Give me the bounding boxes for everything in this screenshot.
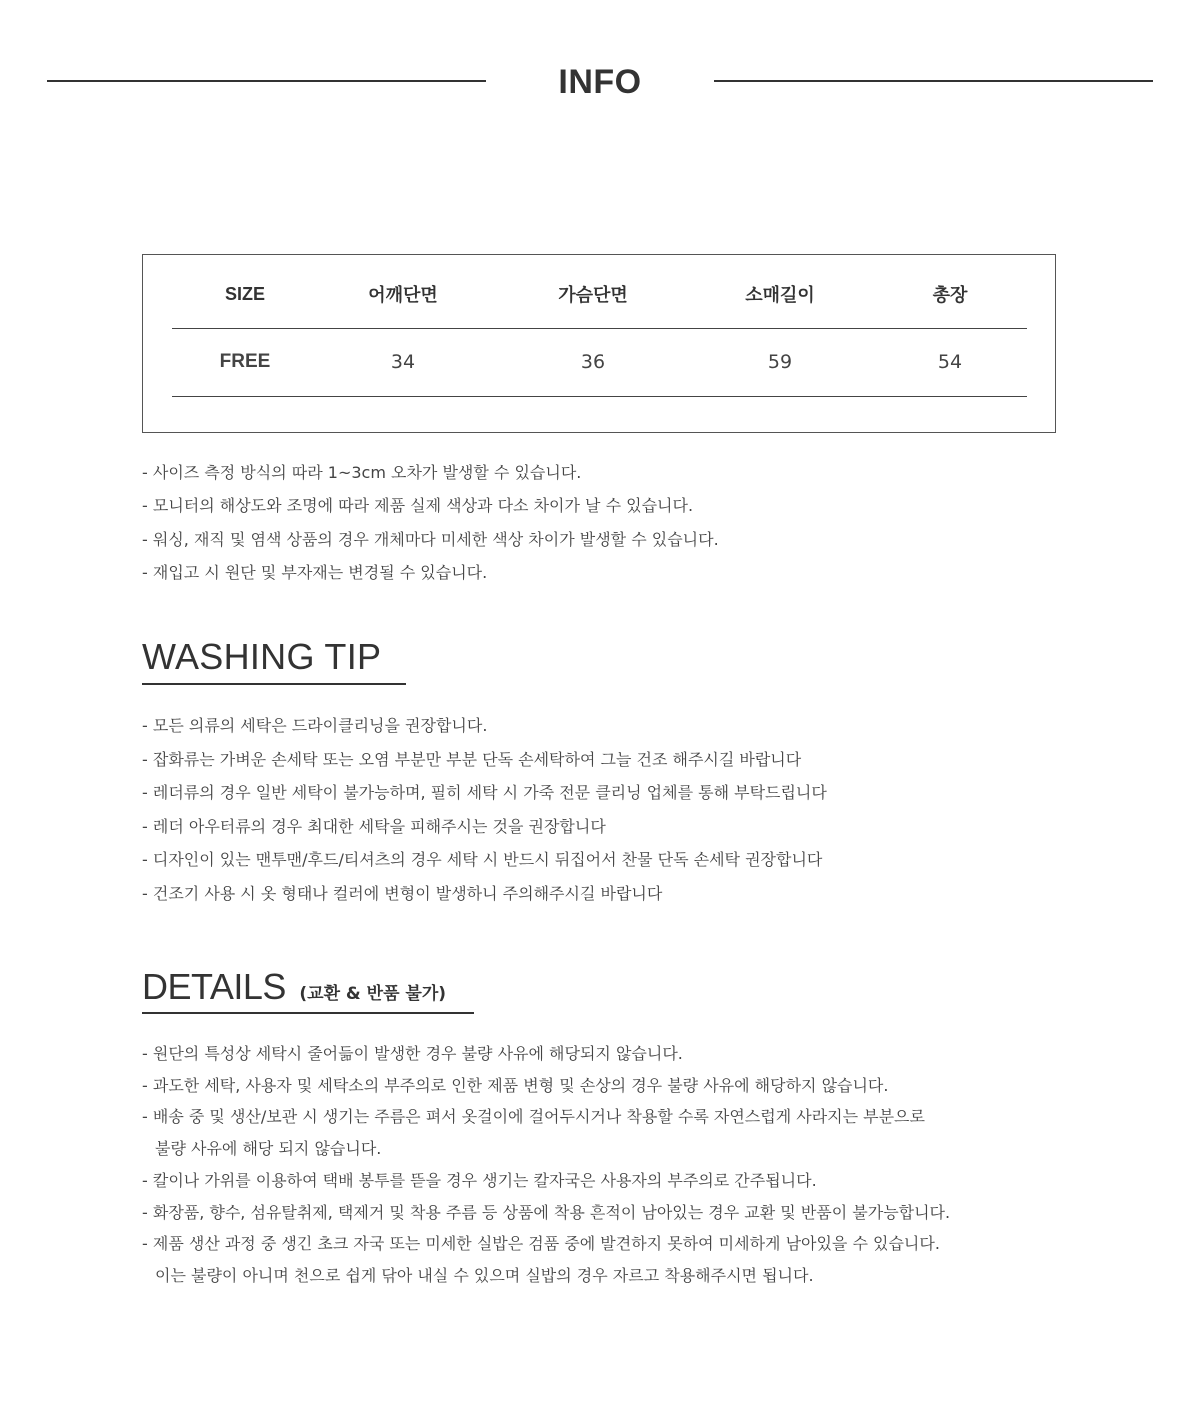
info-note: - 모니터의 해상도와 조명에 따라 제품 실제 색상과 다소 차이가 날 수 있습니다. bbox=[142, 496, 694, 516]
washing-note: - 건조기 사용 시 옷 형태나 컬러에 변형이 발생하니 주의해주시길 바랍니다 bbox=[142, 883, 663, 903]
size-header-chest: 가슴단면 bbox=[558, 285, 628, 306]
size-table-row bbox=[172, 328, 1027, 397]
details-note-continuation: 이는 불량이 아니며 천으로 쉽게 닦아 내실 수 있으며 실밥의 경우 자르고 착용해주시면 됩니다. bbox=[155, 1265, 814, 1285]
size-value-chest: 36 bbox=[580, 351, 606, 373]
info-note: - 재입고 시 원단 및 부자재는 변경될 수 있습니다. bbox=[142, 562, 488, 582]
size-table bbox=[142, 254, 1056, 433]
size-value-sleeve: 59 bbox=[767, 351, 793, 373]
details-note: - 배송 중 및 생산/보관 시 생기는 주름은 펴서 옷걸이에 걸어두시거나 착용할 수록 자연스럽게 사라지는 부분으로 bbox=[142, 1107, 925, 1127]
details-notes bbox=[142, 1038, 950, 1292]
size-header-size: SIZE bbox=[224, 283, 265, 304]
washing-tip-title: WASHING TIP bbox=[142, 636, 382, 677]
size-value-size: FREE bbox=[219, 351, 271, 372]
info-title: INFO bbox=[558, 63, 642, 101]
info-notes bbox=[142, 456, 719, 589]
details-subtitle: (교환 & 반품 불가) bbox=[299, 984, 447, 1004]
size-header-length: 총장 bbox=[932, 285, 968, 306]
washing-note: - 모든 의류의 세탁은 드라이클리닝을 권장합니다. bbox=[142, 716, 488, 735]
details-title bbox=[142, 966, 446, 1008]
size-value-shoulder: 34 bbox=[390, 351, 416, 373]
size-table-header-row bbox=[172, 260, 1027, 329]
details-note: - 화장품, 향수, 섬유탈취제, 택제거 및 착용 주름 등 상품에 착용 흔적이 남아있는 경우 교환 및 반품이 불가능합니다. bbox=[142, 1202, 951, 1222]
washing-note: - 잡화류는 가벼운 손세탁 또는 오염 부분만 부분 단독 손세탁하여 그늘 건조 해주시길 바랍니다 bbox=[142, 749, 802, 769]
size-header-sleeve: 소매길이 bbox=[745, 285, 815, 306]
info-divider-right bbox=[714, 80, 1153, 82]
details-title-text: DETAILS bbox=[142, 966, 286, 1007]
washing-note: - 레더류의 경우 일반 세탁이 불가능하며, 필히 세탁 시 가죽 전문 클리닝 업체를 통해 부탁드립니다 bbox=[142, 783, 827, 803]
washing-notes bbox=[142, 709, 827, 911]
details-note: - 칼이나 가위를 이용하여 택배 봉투를 뜯을 경우 생기는 칼자국은 사용자의 부주의로 간주됩니다. bbox=[142, 1170, 817, 1190]
details-note: - 원단의 특성상 세탁시 줄어듦이 발생한 경우 불량 사유에 해당되지 않습니다. bbox=[142, 1044, 683, 1063]
details-note-continuation: 불량 사유에 해당 되지 않습니다. bbox=[155, 1139, 382, 1159]
info-note: - 사이즈 측정 방식의 따라 1~3cm 오차가 발생할 수 있습니다. bbox=[142, 463, 582, 482]
washing-tip-underline bbox=[142, 683, 406, 685]
info-divider-left bbox=[47, 80, 486, 82]
details-note: - 제품 생산 과정 중 생긴 초크 자국 또는 미세한 실밥은 검품 중에 발견하지 못하여 미세하게 남아있을 수 있습니다. bbox=[142, 1234, 940, 1254]
washing-note: - 레더 아우터류의 경우 최대한 세탁을 피해주시는 것을 권장합니다 bbox=[142, 816, 606, 836]
size-value-length: 54 bbox=[937, 351, 963, 373]
size-header-shoulder: 어깨단면 bbox=[368, 285, 438, 306]
info-note: - 워싱, 재직 및 염색 상품의 경우 개체마다 미세한 색상 차이가 발생할 수 있습니다. bbox=[142, 529, 719, 549]
details-note: - 과도한 세탁, 사용자 및 세탁소의 부주의로 인한 제품 변형 및 손상의 경우 불량 사유에 해당하지 않습니다. bbox=[142, 1075, 889, 1095]
washing-note: - 디자인이 있는 맨투맨/후드/티셔츠의 경우 세탁 시 반드시 뒤집어서 찬물 단독 손세탁 권장합니다 bbox=[142, 850, 823, 870]
details-underline bbox=[142, 1012, 474, 1014]
